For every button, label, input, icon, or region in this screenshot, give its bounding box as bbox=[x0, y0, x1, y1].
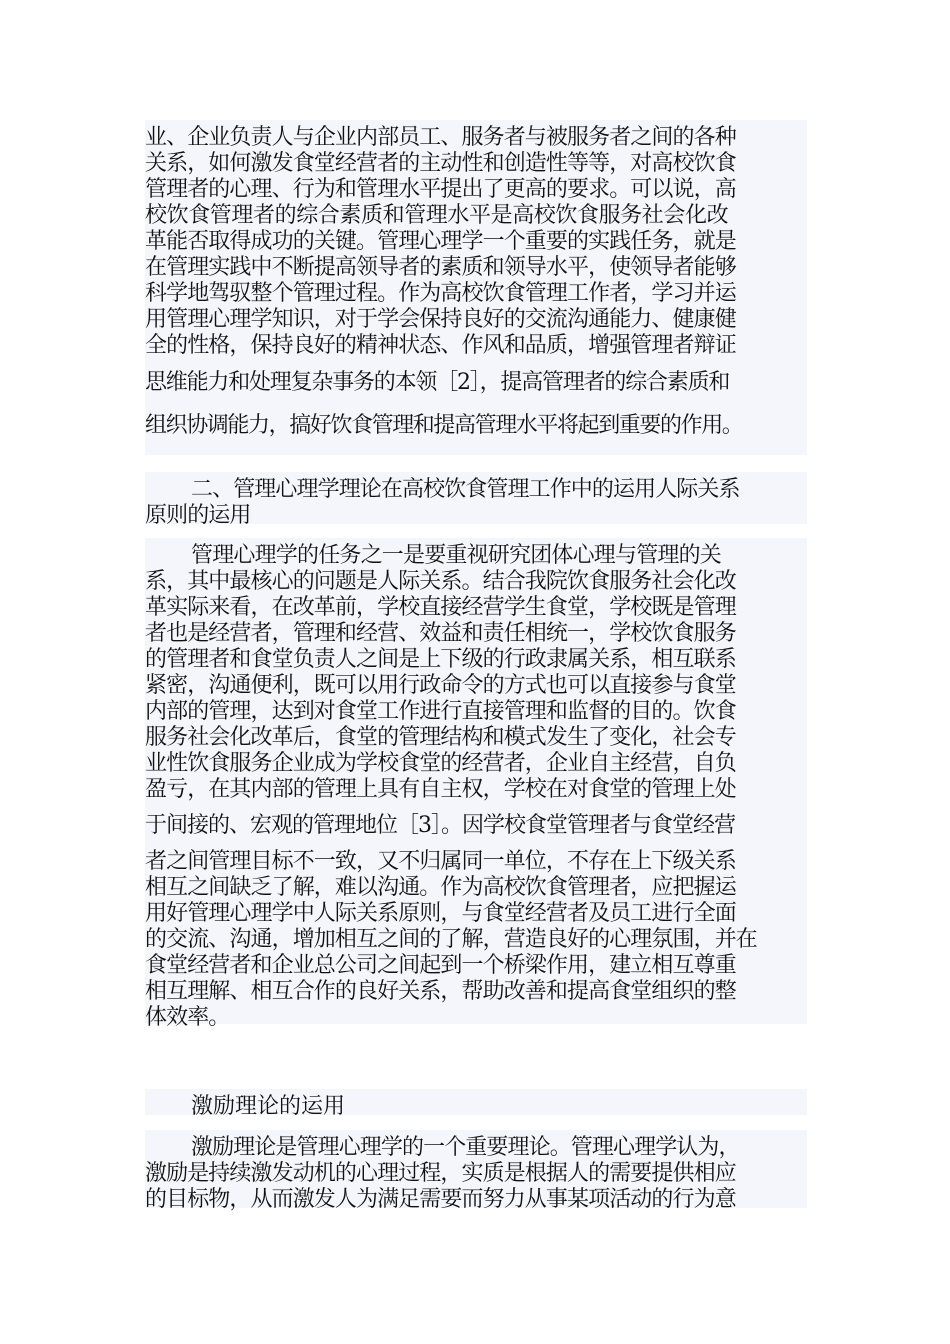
text-line: 者也是经营者，管理和经营、效益和责任相统一，学校饮食服务 bbox=[145, 621, 736, 646]
text-line: 用管理心理学知识，对于学会保持良好的交流沟通能力、健康健 bbox=[145, 307, 736, 332]
paragraph-interpersonal-relations bbox=[145, 538, 807, 1030]
section-heading-incentive bbox=[145, 1089, 807, 1119]
text-line: 革实际来看，在改革前，学校直接经营学生食堂，学校既是管理 bbox=[145, 595, 736, 620]
text-line: 关系，如何激发食堂经营者的主动性和创造性等等，对高校饮食 bbox=[145, 151, 736, 176]
text-line: 校饮食管理者的综合素质和管理水平是高校饮食服务社会化改 bbox=[145, 203, 729, 228]
text-line: 全的性格，保持良好的精神状态、作风和品质，增强管理者辩证 bbox=[145, 333, 736, 358]
text-line: 紧密，沟通便利，既可以用行政命令的方式也可以直接参与食堂 bbox=[145, 673, 736, 698]
text-line: 系，其中最核心的问题是人际关系。结合我院饮食服务社会化改 bbox=[145, 569, 736, 594]
text-line: 的交流、沟通，增加相互之间的了解，营造良好的心理氛围，并在 bbox=[145, 927, 757, 952]
text-line: 组织协调能力，搞好饮食管理和提高管理水平将起到重要的作用。 bbox=[145, 413, 743, 438]
text-line: 在管理实践中不断提高领导者的素质和领导水平，使领导者能够 bbox=[145, 255, 736, 280]
heading-line: 二、管理心理学理论在高校饮食管理工作中的运用人际关系 bbox=[191, 477, 740, 502]
text-line: 者之间管理目标不一致，又不归属同一单位，不存在上下级关系 bbox=[145, 849, 736, 874]
text-line: 革能否取得成功的关键。管理心理学一个重要的实践任务，就是 bbox=[145, 229, 736, 254]
text-line: 激励是持续激发动机的心理过程，实质是根据人的需要提供相应 bbox=[145, 1161, 736, 1186]
text-line: 内部的管理，达到对食堂工作进行直接管理和监督的目的。饮食 bbox=[145, 699, 736, 724]
paragraph-incentive-theory bbox=[145, 1130, 807, 1212]
text-line: 相互理解、相互合作的良好关系，帮助改善和提高食堂组织的整 bbox=[145, 979, 736, 1004]
text-line: 管理者的心理、行为和管理水平提出了更高的要求。可以说，高 bbox=[145, 177, 736, 202]
text-line: 激励理论是管理心理学的一个重要理论。管理心理学认为， bbox=[191, 1135, 740, 1160]
text-line: 思维能力和处理复杂事务的本领［2］，提高管理者的综合素质和 bbox=[145, 370, 730, 395]
text-line: 的管理者和食堂负责人之间是上下级的行政隶属关系，相互联系 bbox=[145, 647, 736, 672]
text-line: 的目标物，从而激发人为满足需要而努力从事某项活动的行为意 bbox=[145, 1187, 736, 1212]
text-line: 食堂经营者和企业总公司之间起到一个桥梁作用，建立相互尊重 bbox=[145, 953, 736, 978]
text-line: 科学地驾驭整个管理过程。作为高校饮食管理工作者，学习并运 bbox=[145, 281, 736, 306]
text-line: 用好管理心理学中人际关系原则，与食堂经营者及员工进行全面 bbox=[145, 901, 736, 926]
text-line: 服务社会化改革后，食堂的管理结构和模式发生了变化，社会专 bbox=[145, 725, 736, 750]
text-line: 盈亏，在其内部的管理上具有自主权，学校在对食堂的管理上处 bbox=[145, 777, 736, 802]
paragraph-management-quality bbox=[145, 120, 807, 455]
text-line: 体效率。 bbox=[145, 1005, 230, 1030]
text-line: 业、企业负责人与企业内部员工、服务者与被服务者之间的各种 bbox=[145, 125, 736, 150]
heading-line: 原则的运用 bbox=[145, 503, 251, 528]
heading-line: 激励理论的运用 bbox=[191, 1094, 346, 1119]
text-line: 相互之间缺乏了解，难以沟通。作为高校饮食管理者，应把握运 bbox=[145, 875, 736, 900]
text-line: 管理心理学的任务之一是要重视研究团体心理与管理的关 bbox=[191, 543, 722, 568]
text-line: 业性饮食服务企业成为学校食堂的经营者，企业自主经营，自负 bbox=[145, 751, 736, 776]
text-line: 于间接的、宏观的管理地位［3］。因学校食堂管理者与食堂经营 bbox=[145, 813, 735, 838]
section-heading-interpersonal bbox=[145, 472, 807, 528]
